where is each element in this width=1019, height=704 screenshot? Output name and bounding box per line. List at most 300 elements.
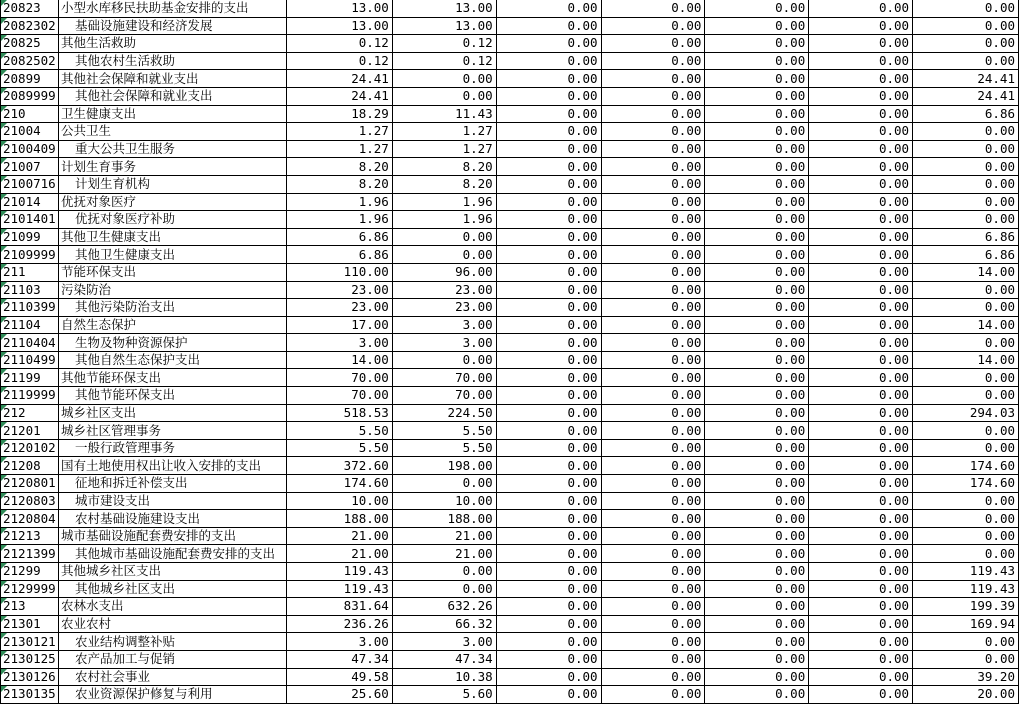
cell-code[interactable]: 21104: [1, 316, 59, 334]
cell-name[interactable]: 其他节能环保支出: [58, 369, 286, 387]
cell-value[interactable]: 23.00: [392, 299, 496, 317]
cell-value[interactable]: 224.50: [392, 404, 496, 422]
cell-value[interactable]: 0.00: [496, 35, 601, 53]
cell-value[interactable]: 0.00: [705, 140, 809, 158]
cell-value[interactable]: 0.00: [705, 668, 809, 686]
cell-name[interactable]: 其他农村生活救助: [58, 52, 286, 70]
cell-value[interactable]: 0.00: [496, 105, 601, 123]
cell-value[interactable]: 0.00: [496, 351, 601, 369]
cell-value[interactable]: 0.00: [809, 439, 913, 457]
cell-value[interactable]: 0.00: [809, 52, 913, 70]
cell-name[interactable]: 计划生育机构: [58, 175, 286, 193]
cell-code[interactable]: 21103: [1, 281, 59, 299]
cell-name[interactable]: 基础设施建设和经济发展: [58, 17, 286, 35]
cell-value[interactable]: 0.00: [601, 510, 705, 528]
cell-value[interactable]: 0.00: [601, 686, 705, 704]
cell-value[interactable]: 0.00: [913, 52, 1019, 70]
cell-value[interactable]: 96.00: [392, 263, 496, 281]
cell-value[interactable]: 21.00: [392, 527, 496, 545]
cell-value[interactable]: 0.00: [705, 105, 809, 123]
cell-value[interactable]: 0.00: [705, 175, 809, 193]
cell-code[interactable]: 2082302: [1, 17, 59, 35]
cell-value[interactable]: 47.34: [286, 650, 392, 668]
cell-value[interactable]: 5.50: [392, 422, 496, 440]
cell-code[interactable]: 2100716: [1, 175, 59, 193]
cell-value[interactable]: 0.00: [496, 615, 601, 633]
cell-value[interactable]: 0.00: [809, 87, 913, 105]
cell-value[interactable]: 0.00: [601, 87, 705, 105]
cell-name[interactable]: 其他卫生健康支出: [58, 228, 286, 246]
cell-value[interactable]: 18.29: [286, 105, 392, 123]
cell-value[interactable]: 0.00: [809, 686, 913, 704]
cell-name[interactable]: 农村社会事业: [58, 668, 286, 686]
cell-name[interactable]: 农产品加工与促销: [58, 650, 286, 668]
cell-value[interactable]: 0.00: [809, 668, 913, 686]
cell-value[interactable]: 70.00: [392, 369, 496, 387]
cell-value[interactable]: 0.00: [913, 35, 1019, 53]
cell-value[interactable]: 0.00: [601, 668, 705, 686]
cell-code[interactable]: 2119999: [1, 387, 59, 405]
cell-value[interactable]: 188.00: [286, 510, 392, 528]
cell-code[interactable]: 2121399: [1, 545, 59, 563]
cell-value[interactable]: 0.00: [601, 475, 705, 493]
cell-value[interactable]: 0.00: [705, 87, 809, 105]
cell-value[interactable]: 0.00: [601, 246, 705, 264]
cell-value[interactable]: 0.00: [809, 334, 913, 352]
cell-value[interactable]: 0.00: [601, 299, 705, 317]
cell-value[interactable]: 0.00: [496, 633, 601, 651]
cell-value[interactable]: 0.00: [809, 580, 913, 598]
cell-value[interactable]: 0.00: [705, 527, 809, 545]
cell-value[interactable]: 0.00: [496, 175, 601, 193]
cell-value[interactable]: 0.00: [705, 334, 809, 352]
cell-name[interactable]: 其他社会保障和就业支出: [58, 70, 286, 88]
cell-value[interactable]: 21.00: [286, 545, 392, 563]
cell-value[interactable]: 236.26: [286, 615, 392, 633]
cell-value[interactable]: 6.86: [913, 246, 1019, 264]
cell-value[interactable]: 0.00: [601, 387, 705, 405]
cell-value[interactable]: 0.00: [496, 87, 601, 105]
cell-value[interactable]: 14.00: [913, 263, 1019, 281]
cell-name[interactable]: 农业资源保护修复与利用: [58, 686, 286, 704]
cell-value[interactable]: 119.43: [286, 580, 392, 598]
cell-value[interactable]: 0.00: [601, 70, 705, 88]
cell-value[interactable]: 0.12: [286, 52, 392, 70]
cell-value[interactable]: 0.00: [601, 52, 705, 70]
cell-code[interactable]: 21199: [1, 369, 59, 387]
cell-value[interactable]: 14.00: [286, 351, 392, 369]
cell-value[interactable]: 174.60: [286, 475, 392, 493]
cell-value[interactable]: 188.00: [392, 510, 496, 528]
cell-value[interactable]: 169.94: [913, 615, 1019, 633]
cell-value[interactable]: 0.00: [601, 316, 705, 334]
cell-value[interactable]: 0.00: [705, 123, 809, 141]
cell-value[interactable]: 0.00: [601, 598, 705, 616]
cell-value[interactable]: 1.27: [286, 140, 392, 158]
cell-name[interactable]: 其他自然生态保护支出: [58, 351, 286, 369]
cell-value[interactable]: 0.00: [809, 545, 913, 563]
cell-value[interactable]: 174.60: [913, 475, 1019, 493]
cell-value[interactable]: 6.86: [913, 105, 1019, 123]
cell-code[interactable]: 2110499: [1, 351, 59, 369]
cell-value[interactable]: 11.43: [392, 105, 496, 123]
cell-value[interactable]: 0.00: [809, 598, 913, 616]
cell-value[interactable]: 0.00: [496, 70, 601, 88]
cell-value[interactable]: 0.00: [496, 316, 601, 334]
cell-value[interactable]: 0.00: [809, 351, 913, 369]
cell-value[interactable]: 0.00: [913, 492, 1019, 510]
cell-value[interactable]: 0.00: [601, 563, 705, 581]
cell-code[interactable]: 2120804: [1, 510, 59, 528]
cell-value[interactable]: 0.00: [913, 193, 1019, 211]
cell-value[interactable]: 0.00: [705, 263, 809, 281]
cell-value[interactable]: 0.00: [496, 140, 601, 158]
cell-value[interactable]: 0.00: [913, 281, 1019, 299]
cell-name[interactable]: 城乡社区支出: [58, 404, 286, 422]
cell-value[interactable]: 0.00: [705, 422, 809, 440]
cell-value[interactable]: 1.96: [286, 193, 392, 211]
cell-name[interactable]: 城市基础设施配套费安排的支出: [58, 527, 286, 545]
cell-value[interactable]: 0.00: [601, 0, 705, 17]
cell-code[interactable]: 2089999: [1, 87, 59, 105]
cell-value[interactable]: 0.00: [705, 369, 809, 387]
cell-name[interactable]: 农业农村: [58, 615, 286, 633]
cell-value[interactable]: 5.60: [392, 686, 496, 704]
cell-name[interactable]: 其他节能环保支出: [58, 387, 286, 405]
cell-value[interactable]: 70.00: [286, 387, 392, 405]
cell-value[interactable]: 47.34: [392, 650, 496, 668]
cell-value[interactable]: 0.00: [496, 422, 601, 440]
cell-code[interactable]: 20823: [1, 0, 59, 17]
cell-value[interactable]: 0.00: [705, 316, 809, 334]
cell-value[interactable]: 0.00: [601, 492, 705, 510]
cell-value[interactable]: 0.00: [913, 387, 1019, 405]
cell-code[interactable]: 21208: [1, 457, 59, 475]
cell-value[interactable]: 198.00: [392, 457, 496, 475]
cell-value[interactable]: 1.27: [392, 123, 496, 141]
cell-code[interactable]: 2120803: [1, 492, 59, 510]
cell-value[interactable]: 24.41: [286, 87, 392, 105]
cell-value[interactable]: 1.96: [392, 211, 496, 229]
cell-value[interactable]: 110.00: [286, 263, 392, 281]
cell-value[interactable]: 0.00: [705, 281, 809, 299]
cell-value[interactable]: 199.39: [913, 598, 1019, 616]
cell-value[interactable]: 0.00: [601, 351, 705, 369]
cell-value[interactable]: 49.58: [286, 668, 392, 686]
cell-value[interactable]: 23.00: [286, 281, 392, 299]
cell-value[interactable]: 0.00: [809, 0, 913, 17]
cell-value[interactable]: 8.20: [286, 158, 392, 176]
cell-value[interactable]: 0.00: [496, 334, 601, 352]
cell-value[interactable]: 0.00: [601, 650, 705, 668]
cell-value[interactable]: 0.00: [496, 17, 601, 35]
cell-code[interactable]: 2110404: [1, 334, 59, 352]
cell-name[interactable]: 农业结构调整补贴: [58, 633, 286, 651]
cell-code[interactable]: 2130126: [1, 668, 59, 686]
cell-value[interactable]: 0.00: [705, 404, 809, 422]
cell-value[interactable]: 0.12: [392, 35, 496, 53]
cell-value[interactable]: 0.00: [809, 457, 913, 475]
cell-value[interactable]: 0.00: [705, 580, 809, 598]
cell-value[interactable]: 0.12: [286, 35, 392, 53]
cell-code[interactable]: 211: [1, 263, 59, 281]
cell-value[interactable]: 0.00: [601, 439, 705, 457]
cell-value[interactable]: 8.20: [392, 175, 496, 193]
cell-value[interactable]: 0.00: [913, 650, 1019, 668]
cell-value[interactable]: 0.00: [913, 0, 1019, 17]
cell-code[interactable]: 2120102: [1, 439, 59, 457]
cell-value[interactable]: 0.00: [913, 439, 1019, 457]
cell-value[interactable]: 0.00: [496, 263, 601, 281]
cell-value[interactable]: 0.00: [809, 228, 913, 246]
cell-value[interactable]: 21.00: [392, 545, 496, 563]
cell-value[interactable]: 0.00: [496, 580, 601, 598]
cell-name[interactable]: 优抚对象医疗: [58, 193, 286, 211]
cell-value[interactable]: 24.41: [286, 70, 392, 88]
cell-value[interactable]: 0.00: [392, 580, 496, 598]
cell-value[interactable]: 0.00: [705, 563, 809, 581]
cell-code[interactable]: 2129999: [1, 580, 59, 598]
cell-value[interactable]: 5.50: [286, 439, 392, 457]
cell-value[interactable]: 831.64: [286, 598, 392, 616]
cell-value[interactable]: 0.00: [809, 527, 913, 545]
cell-value[interactable]: 0.00: [705, 475, 809, 493]
cell-value[interactable]: 0.00: [913, 123, 1019, 141]
cell-value[interactable]: 0.00: [913, 422, 1019, 440]
cell-value[interactable]: 6.86: [286, 246, 392, 264]
cell-name[interactable]: 重大公共卫生服务: [58, 140, 286, 158]
cell-value[interactable]: 3.00: [392, 316, 496, 334]
cell-value[interactable]: 0.00: [705, 650, 809, 668]
cell-value[interactable]: 24.41: [913, 87, 1019, 105]
cell-name[interactable]: 生物及物种资源保护: [58, 334, 286, 352]
cell-value[interactable]: 3.00: [286, 334, 392, 352]
cell-code[interactable]: 2120801: [1, 475, 59, 493]
cell-value[interactable]: 0.00: [705, 598, 809, 616]
cell-value[interactable]: 0.00: [496, 475, 601, 493]
cell-value[interactable]: 8.20: [392, 158, 496, 176]
cell-value[interactable]: 0.00: [601, 527, 705, 545]
cell-value[interactable]: 0.00: [601, 158, 705, 176]
cell-name[interactable]: 其他生活救助: [58, 35, 286, 53]
cell-value[interactable]: 0.00: [809, 316, 913, 334]
cell-value[interactable]: 119.43: [913, 563, 1019, 581]
cell-value[interactable]: 0.00: [809, 387, 913, 405]
cell-value[interactable]: 0.00: [496, 457, 601, 475]
cell-code[interactable]: 2130125: [1, 650, 59, 668]
cell-value[interactable]: 6.86: [286, 228, 392, 246]
cell-value[interactable]: 0.00: [705, 228, 809, 246]
cell-name[interactable]: 征地和拆迁补偿支出: [58, 475, 286, 493]
cell-value[interactable]: 0.00: [705, 158, 809, 176]
cell-value[interactable]: 0.00: [496, 246, 601, 264]
cell-value[interactable]: 0.00: [913, 633, 1019, 651]
cell-value[interactable]: 0.00: [601, 211, 705, 229]
cell-value[interactable]: 25.60: [286, 686, 392, 704]
cell-value[interactable]: 0.00: [913, 527, 1019, 545]
cell-value[interactable]: 0.00: [496, 510, 601, 528]
cell-code[interactable]: 21213: [1, 527, 59, 545]
cell-value[interactable]: 0.00: [705, 457, 809, 475]
cell-value[interactable]: 0.00: [392, 351, 496, 369]
cell-code[interactable]: 21201: [1, 422, 59, 440]
cell-value[interactable]: 0.00: [809, 158, 913, 176]
cell-code[interactable]: 20899: [1, 70, 59, 88]
cell-value[interactable]: 0.00: [809, 299, 913, 317]
cell-value[interactable]: 0.00: [913, 545, 1019, 563]
cell-value[interactable]: 0.00: [913, 175, 1019, 193]
cell-value[interactable]: 0.00: [705, 70, 809, 88]
cell-name[interactable]: 计划生育事务: [58, 158, 286, 176]
cell-name[interactable]: 卫生健康支出: [58, 105, 286, 123]
cell-value[interactable]: 0.00: [496, 668, 601, 686]
cell-value[interactable]: 6.86: [913, 228, 1019, 246]
cell-value[interactable]: 0.00: [809, 510, 913, 528]
cell-value[interactable]: 0.00: [496, 281, 601, 299]
cell-value[interactable]: 21.00: [286, 527, 392, 545]
cell-code[interactable]: 21299: [1, 563, 59, 581]
cell-name[interactable]: 国有土地使用权出让收入安排的支出: [58, 457, 286, 475]
cell-value[interactable]: 0.00: [392, 563, 496, 581]
cell-name[interactable]: 优抚对象医疗补助: [58, 211, 286, 229]
cell-name[interactable]: 其他城乡社区支出: [58, 563, 286, 581]
cell-value[interactable]: 0.00: [809, 404, 913, 422]
cell-value[interactable]: 0.00: [496, 387, 601, 405]
cell-value[interactable]: 13.00: [286, 0, 392, 17]
cell-value[interactable]: 0.00: [601, 369, 705, 387]
cell-value[interactable]: 0.00: [809, 140, 913, 158]
cell-name[interactable]: 污染防治: [58, 281, 286, 299]
cell-value[interactable]: 0.00: [809, 563, 913, 581]
cell-name[interactable]: 一般行政管理事务: [58, 439, 286, 457]
cell-value[interactable]: 174.60: [913, 457, 1019, 475]
cell-value[interactable]: 0.00: [496, 211, 601, 229]
cell-name[interactable]: 城乡社区管理事务: [58, 422, 286, 440]
cell-code[interactable]: 210: [1, 105, 59, 123]
cell-value[interactable]: 632.26: [392, 598, 496, 616]
cell-value[interactable]: 13.00: [286, 17, 392, 35]
cell-value[interactable]: 0.00: [705, 351, 809, 369]
cell-value[interactable]: 0.00: [392, 228, 496, 246]
cell-value[interactable]: 0.00: [809, 211, 913, 229]
cell-value[interactable]: 0.00: [601, 580, 705, 598]
cell-code[interactable]: 2109999: [1, 246, 59, 264]
cell-value[interactable]: 0.00: [496, 52, 601, 70]
cell-value[interactable]: 1.27: [286, 123, 392, 141]
cell-value[interactable]: 0.00: [496, 598, 601, 616]
cell-value[interactable]: 0.00: [705, 246, 809, 264]
cell-value[interactable]: 0.00: [809, 193, 913, 211]
cell-value[interactable]: 0.00: [496, 527, 601, 545]
cell-value[interactable]: 0.00: [809, 475, 913, 493]
cell-value[interactable]: 0.00: [392, 246, 496, 264]
cell-value[interactable]: 0.00: [601, 334, 705, 352]
cell-value[interactable]: 0.00: [705, 35, 809, 53]
cell-value[interactable]: 0.00: [601, 404, 705, 422]
cell-code[interactable]: 2110399: [1, 299, 59, 317]
cell-value[interactable]: 17.00: [286, 316, 392, 334]
cell-value[interactable]: 0.00: [705, 492, 809, 510]
cell-value[interactable]: 0.00: [496, 563, 601, 581]
cell-value[interactable]: 0.00: [601, 422, 705, 440]
cell-value[interactable]: 66.32: [392, 615, 496, 633]
cell-value[interactable]: 0.00: [496, 158, 601, 176]
cell-code[interactable]: 21014: [1, 193, 59, 211]
cell-value[interactable]: 0.00: [601, 35, 705, 53]
cell-value[interactable]: 0.00: [705, 211, 809, 229]
cell-value[interactable]: 0.00: [601, 175, 705, 193]
cell-value[interactable]: 1.96: [392, 193, 496, 211]
cell-value[interactable]: 0.00: [705, 193, 809, 211]
cell-code[interactable]: 2100409: [1, 140, 59, 158]
cell-value[interactable]: 10.00: [286, 492, 392, 510]
cell-value[interactable]: 0.00: [601, 123, 705, 141]
cell-value[interactable]: 294.03: [913, 404, 1019, 422]
cell-value[interactable]: 0.00: [705, 52, 809, 70]
cell-value[interactable]: 0.00: [392, 70, 496, 88]
cell-value[interactable]: 20.00: [913, 686, 1019, 704]
cell-value[interactable]: 0.00: [601, 281, 705, 299]
cell-value[interactable]: 10.38: [392, 668, 496, 686]
cell-value[interactable]: 0.00: [809, 615, 913, 633]
cell-name[interactable]: 公共卫生: [58, 123, 286, 141]
cell-value[interactable]: 0.00: [601, 105, 705, 123]
cell-value[interactable]: 0.00: [705, 615, 809, 633]
cell-value[interactable]: 14.00: [913, 351, 1019, 369]
cell-value[interactable]: 0.00: [705, 545, 809, 563]
cell-value[interactable]: 0.00: [809, 35, 913, 53]
cell-value[interactable]: 0.00: [913, 17, 1019, 35]
cell-value[interactable]: 0.00: [496, 123, 601, 141]
cell-code[interactable]: 2130135: [1, 686, 59, 704]
cell-value[interactable]: 0.00: [705, 510, 809, 528]
cell-value[interactable]: 0.00: [496, 686, 601, 704]
cell-name[interactable]: 其他卫生健康支出: [58, 246, 286, 264]
cell-name[interactable]: 城市建设支出: [58, 492, 286, 510]
cell-value[interactable]: 0.00: [809, 123, 913, 141]
cell-value[interactable]: 0.00: [809, 263, 913, 281]
cell-code[interactable]: 20825: [1, 35, 59, 53]
cell-value[interactable]: 0.00: [809, 175, 913, 193]
cell-value[interactable]: 23.00: [392, 281, 496, 299]
cell-value[interactable]: 0.00: [496, 545, 601, 563]
cell-name[interactable]: 小型水库移民扶助基金安排的支出: [58, 0, 286, 17]
cell-value[interactable]: 0.00: [601, 228, 705, 246]
cell-value[interactable]: 0.00: [705, 299, 809, 317]
cell-value[interactable]: 0.00: [809, 105, 913, 123]
cell-value[interactable]: 372.60: [286, 457, 392, 475]
cell-value[interactable]: 0.00: [392, 87, 496, 105]
cell-value[interactable]: 0.00: [705, 439, 809, 457]
cell-value[interactable]: 0.00: [601, 140, 705, 158]
cell-value[interactable]: 0.00: [809, 650, 913, 668]
cell-value[interactable]: 1.27: [392, 140, 496, 158]
cell-value[interactable]: 0.00: [601, 193, 705, 211]
cell-value[interactable]: 0.00: [496, 228, 601, 246]
cell-value[interactable]: 10.00: [392, 492, 496, 510]
cell-value[interactable]: 0.00: [809, 281, 913, 299]
cell-value[interactable]: 0.00: [496, 193, 601, 211]
cell-value[interactable]: 0.00: [809, 422, 913, 440]
cell-value[interactable]: 0.12: [392, 52, 496, 70]
cell-code[interactable]: 2082502: [1, 52, 59, 70]
cell-value[interactable]: 3.00: [392, 633, 496, 651]
cell-code[interactable]: 21004: [1, 123, 59, 141]
cell-value[interactable]: 0.00: [913, 211, 1019, 229]
cell-value[interactable]: 0.00: [392, 475, 496, 493]
cell-value[interactable]: 0.00: [705, 387, 809, 405]
cell-name[interactable]: 其他城乡社区支出: [58, 580, 286, 598]
